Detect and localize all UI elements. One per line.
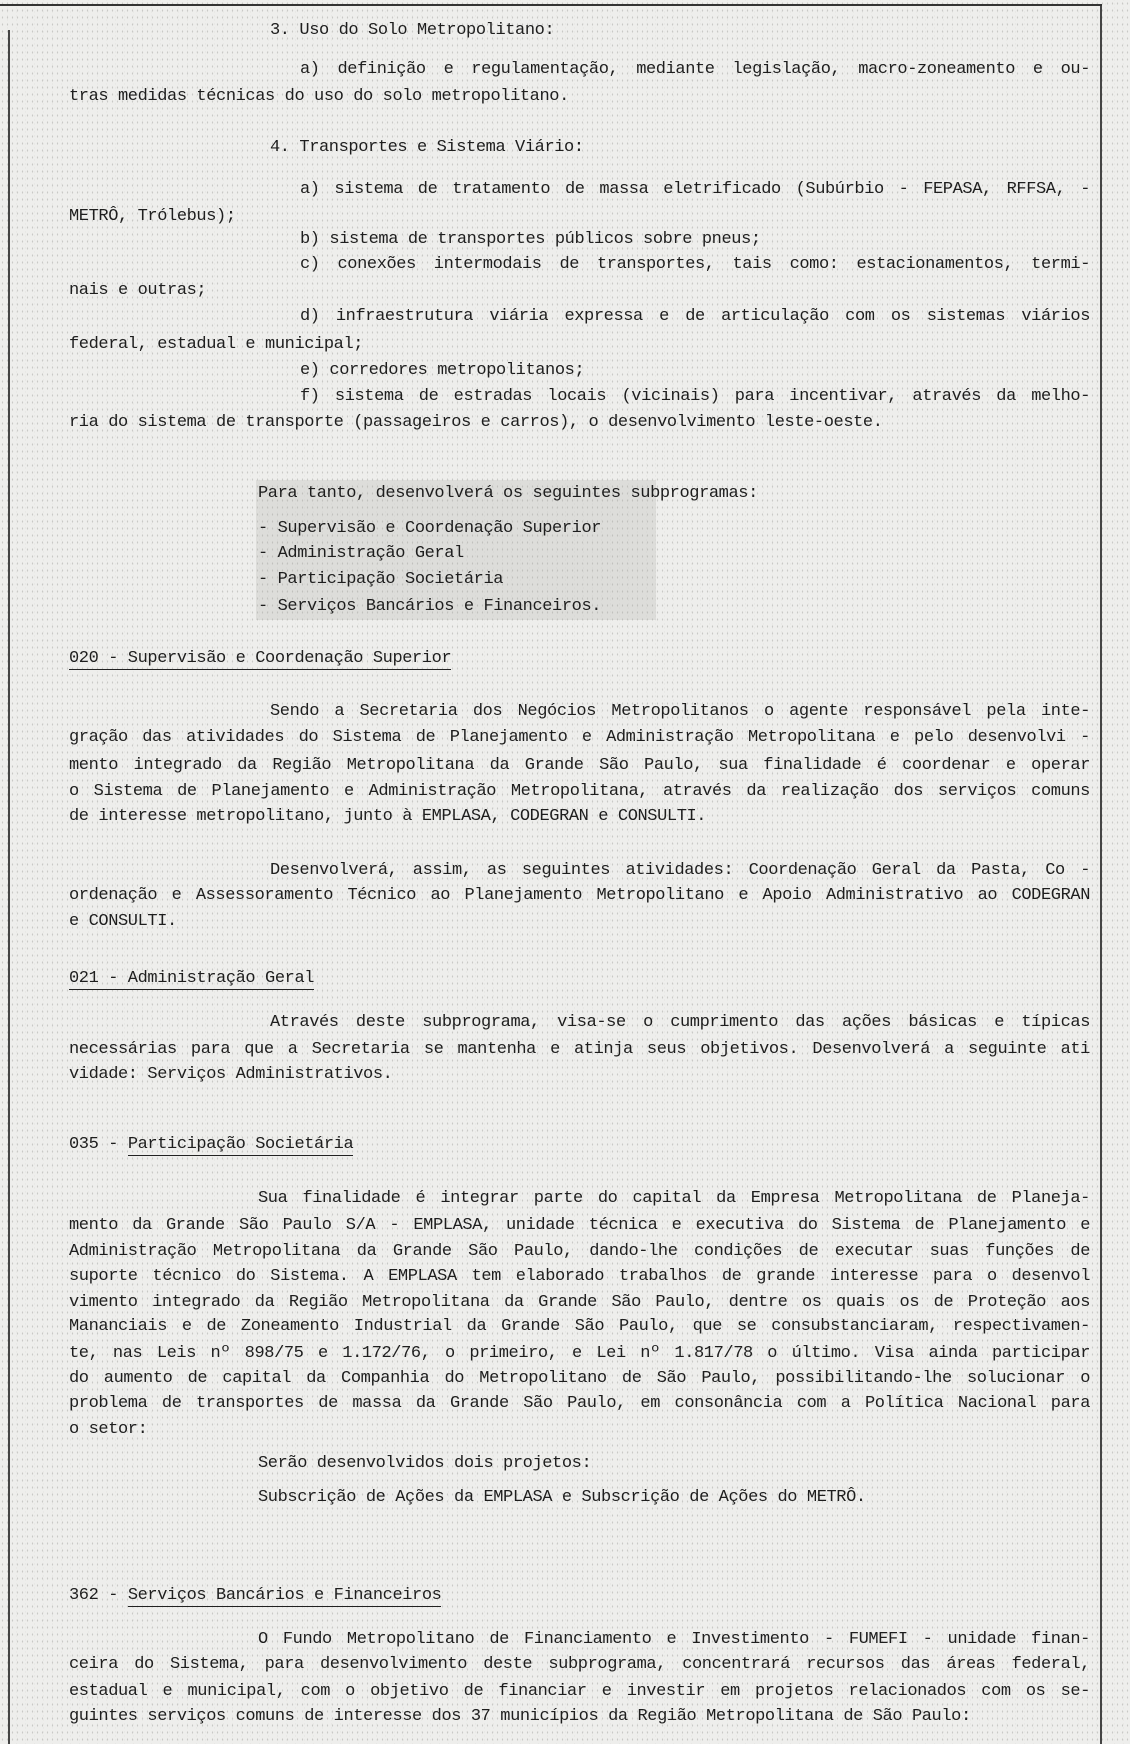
subprogram-heading (69, 1585, 441, 1607)
subprogram-item: - Serviços Bancários e Financeiros. (258, 597, 602, 616)
subprogram-code: 362 - (69, 1586, 128, 1605)
list-item-line: b) sistema de transportes públicos sobre pneus; (300, 230, 761, 249)
paragraph-line: O Fundo Metropolitano de Financiamento e Investimento - FUMEFI - unidade finan- (258, 1630, 1090, 1649)
subprogram-intro: Para tanto, desenvolverá os seguintes subprogramas: (258, 484, 758, 503)
paragraph-line: ceira do Sistema, para desenvolvimento deste subprograma, concentrará recursos das áreas federal, (69, 1655, 1090, 1674)
paragraph-line: Serão desenvolvidos dois projetos: (258, 1454, 592, 1473)
list-item-line: f) sistema de estradas locais (vicinais) para incentivar, através da melho- (300, 387, 1090, 406)
list-item-line: a) sistema de tratamento de massa eletrificado (Subúrbio - FEPASA, RFFSA, - (300, 180, 1090, 199)
paragraph-line: vimento integrado da Região Metropolitana da Grande São Paulo, dentre os quais os de Proteção aos (69, 1293, 1090, 1312)
paragraph-line: e CONSULTI. (69, 912, 177, 931)
subprogram-title: 020 - Supervisão e Coordenação Superior (69, 649, 452, 668)
page-border-right (1100, 6, 1102, 1744)
list-item-line: e) corredores metropolitanos; (300, 361, 585, 380)
paragraph-line: guintes serviços comuns de interesse dos 37 municípios da Região Metropolitana de São Paulo: (69, 1707, 971, 1726)
paragraph-line: te, nas Leis nº 898/75 e 1.172/76, o primeiro, e Lei nº 1.817/78 o último. Visa ainda participar (69, 1344, 1090, 1363)
list-item-line: nais e outras; (69, 281, 207, 300)
paragraph-line: mento integrado da Região Metropolitana da Grande São Paulo, sua finalidade é coordenar e operar (69, 756, 1090, 775)
section-heading: 3. Uso do Solo Metropolitano: (270, 21, 555, 40)
subprogram-title: Serviços Bancários e Financeiros (127, 1586, 442, 1605)
paragraph-line: Através deste subprograma, visa-se o cumprimento das ações básicas e típicas (270, 1013, 1090, 1032)
paragraph-line: Subscrição de Ações da EMPLASA e Subscrição de Ações do METRÔ. (258, 1488, 866, 1507)
page-border-left (8, 30, 10, 1744)
section-heading: 4. Transportes e Sistema Viário: (270, 138, 584, 157)
list-item-line: federal, estadual e municipal; (69, 335, 364, 354)
subprogram-title: 021 - Administração Geral (69, 969, 315, 988)
paragraph-line: problema de transportes de massa da Grande São Paulo, em consonância com a Política Nacional para (69, 1394, 1090, 1413)
paragraph-line: suporte técnico do Sistema. A EMPLASA tem elaborado trabalhos de grande interesse para o desenvol (69, 1267, 1090, 1286)
paragraph-line: Mananciais e de Zoneamento Industrial da Grande São Paulo, que se consubstanciaram, respectivamen- (69, 1317, 1090, 1336)
paragraph-line: mento da Grande São Paulo S/A - EMPLASA, unidade técnica e executiva do Sistema de Planejamento e (69, 1216, 1090, 1235)
paragraph-line: ordenação e Assessoramento Técnico ao Planejamento Metropolitano e Apoio Administrativo ao CODEGRAN (69, 886, 1090, 905)
paragraph-line: do aumento de capital da Companhia do Metropolitano de São Paulo, possibilitando-lhe solucionar o (69, 1369, 1090, 1388)
paragraph-line: Sua finalidade é integrar parte do capital da Empresa Metropolitana de Planeja- (258, 1189, 1090, 1208)
paragraph-line: de interesse metropolitano, junto à EMPLASA, CODEGRAN e CONSULTI. (69, 807, 707, 826)
paragraph-line: estadual e municipal, com o objetivo de financiar e investir em projetos relacionados com os se- (69, 1682, 1090, 1701)
subprogram-title: Participação Societária (127, 1135, 354, 1154)
paragraph-line: o Sistema de Planejamento e Administração Metropolitana, através da realização dos serviços comuns (69, 782, 1090, 801)
subprogram-item: - Supervisão e Coordenação Superior (258, 519, 602, 538)
paragraph-line: vidade: Serviços Administrativos. (69, 1065, 393, 1084)
paragraph-line: Desenvolverá, assim, as seguintes atividades: Coordenação Geral da Pasta, Co - (270, 861, 1090, 880)
subprogram-item: - Participação Societária (258, 570, 504, 589)
page-border-top (0, 4, 1102, 6)
paragraph-line: gração das atividades do Sistema de Planejamento e Administração Metropolitana e pelo desenvolvi - (69, 728, 1090, 747)
subprogram-code: 035 - (69, 1135, 128, 1154)
list-item-line: a) definição e regulamentação, mediante legislação, macro-zoneamento e ou- (300, 60, 1090, 79)
list-item-line: METRÔ, Trólebus); (69, 207, 236, 226)
subprogram-item: - Administração Geral (258, 544, 464, 563)
list-item-line: d) infraestrutura viária expressa e de articulação com os sistemas viários (300, 307, 1090, 326)
subprogram-heading (69, 648, 451, 670)
subprogram-heading (69, 968, 314, 990)
paragraph-line: Sendo a Secretaria dos Negócios Metropolitanos o agente responsável pela inte- (270, 702, 1090, 721)
list-item-line: ria do sistema de transporte (passageiros e carros), o desenvolvimento leste-oeste. (69, 413, 883, 432)
paragraph-line: Administração Metropolitana da Grande São Paulo, dando-lhe condições de executar suas funções de (69, 1242, 1090, 1261)
paragraph-line: o setor: (69, 1420, 148, 1439)
paragraph-line: necessárias para que a Secretaria se mantenha e atinja seus objetivos. Desenvolverá a seguinte ati (69, 1040, 1090, 1059)
list-item-line: c) conexões intermodais de transportes, tais como: estacionamentos, termi- (300, 255, 1090, 274)
list-item-line: tras medidas técnicas do uso do solo metropolitano. (69, 87, 569, 106)
subprogram-heading (69, 1134, 353, 1156)
